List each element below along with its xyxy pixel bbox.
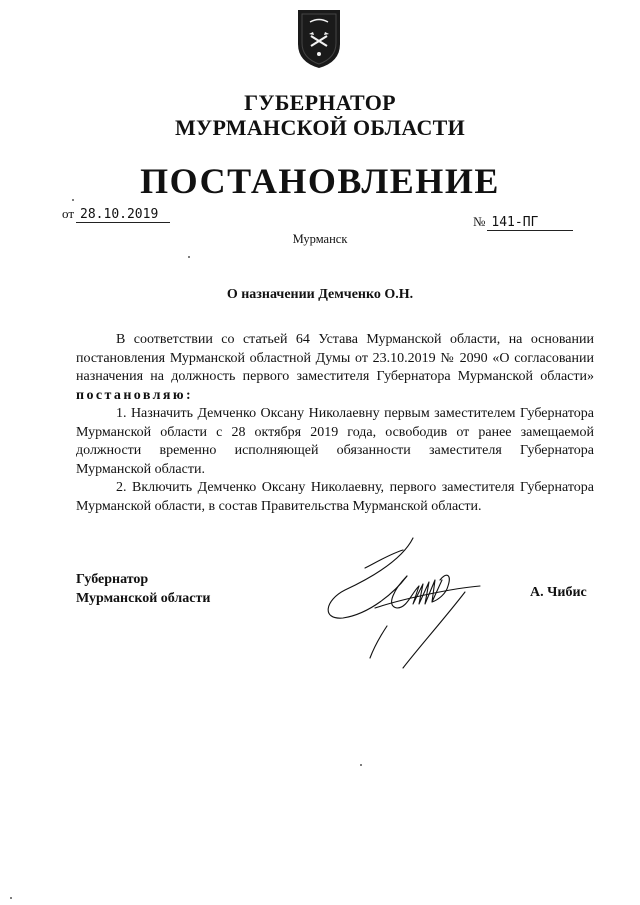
scan-speck xyxy=(10,897,12,899)
signatory-title-line2: Мурманской области xyxy=(76,591,211,606)
org-name-line1: ГУБЕРНАТОР xyxy=(244,90,396,115)
resolve-word: постановляю: xyxy=(76,387,194,403)
preamble-text: В соответствии со статьей 64 Устава Мурманской области, на основании постановления Мурманской областной Думы от 23.10.2019 № 2090 «О согласовании назначения на должность первого заместителя Губернатора Мурманской области» xyxy=(76,332,594,384)
org-name-line2: МУРМАНСКОЙ ОБЛАСТИ xyxy=(174,115,466,140)
scan-speck xyxy=(188,256,190,258)
item-1: 1. Назначить Демченко Оксану Николаевну первым заместителем Губернатора Мурманской области с 28 октября 2019 года, освободив от ранее замещаемой должности временно исполняющей обязанности заместителя Губернатора Мурманской области. xyxy=(76,406,594,477)
signatory-title xyxy=(76,570,210,608)
document-type-title: ПОСТАНОВЛЕНИЕ xyxy=(140,161,500,201)
date-field xyxy=(62,206,170,223)
date-value: 28.10.2019 xyxy=(76,207,170,223)
scan-speck xyxy=(360,764,362,766)
handwritten-signature xyxy=(315,528,485,676)
city-name: Мурманск xyxy=(292,232,348,246)
preamble-paragraph xyxy=(76,331,594,405)
signatory-title-line1: Губернатор xyxy=(76,572,149,587)
scan-speck xyxy=(72,199,74,201)
signatory-name: А. Чибис xyxy=(530,585,587,600)
date-prefix: от xyxy=(62,206,75,221)
number-field xyxy=(473,214,573,231)
number-prefix: № xyxy=(473,214,486,229)
item-2: 2. Включить Демченко Оксану Николаевну, первого заместителя Губернатора Мурманской области, в состав Правительства Мурманской области. xyxy=(76,480,594,514)
document-subject: О назначении Демченко О.Н. xyxy=(226,287,414,302)
number-value: 141-ПГ xyxy=(487,215,573,231)
coat-of-arms-icon xyxy=(296,8,342,70)
document-body xyxy=(76,331,594,516)
